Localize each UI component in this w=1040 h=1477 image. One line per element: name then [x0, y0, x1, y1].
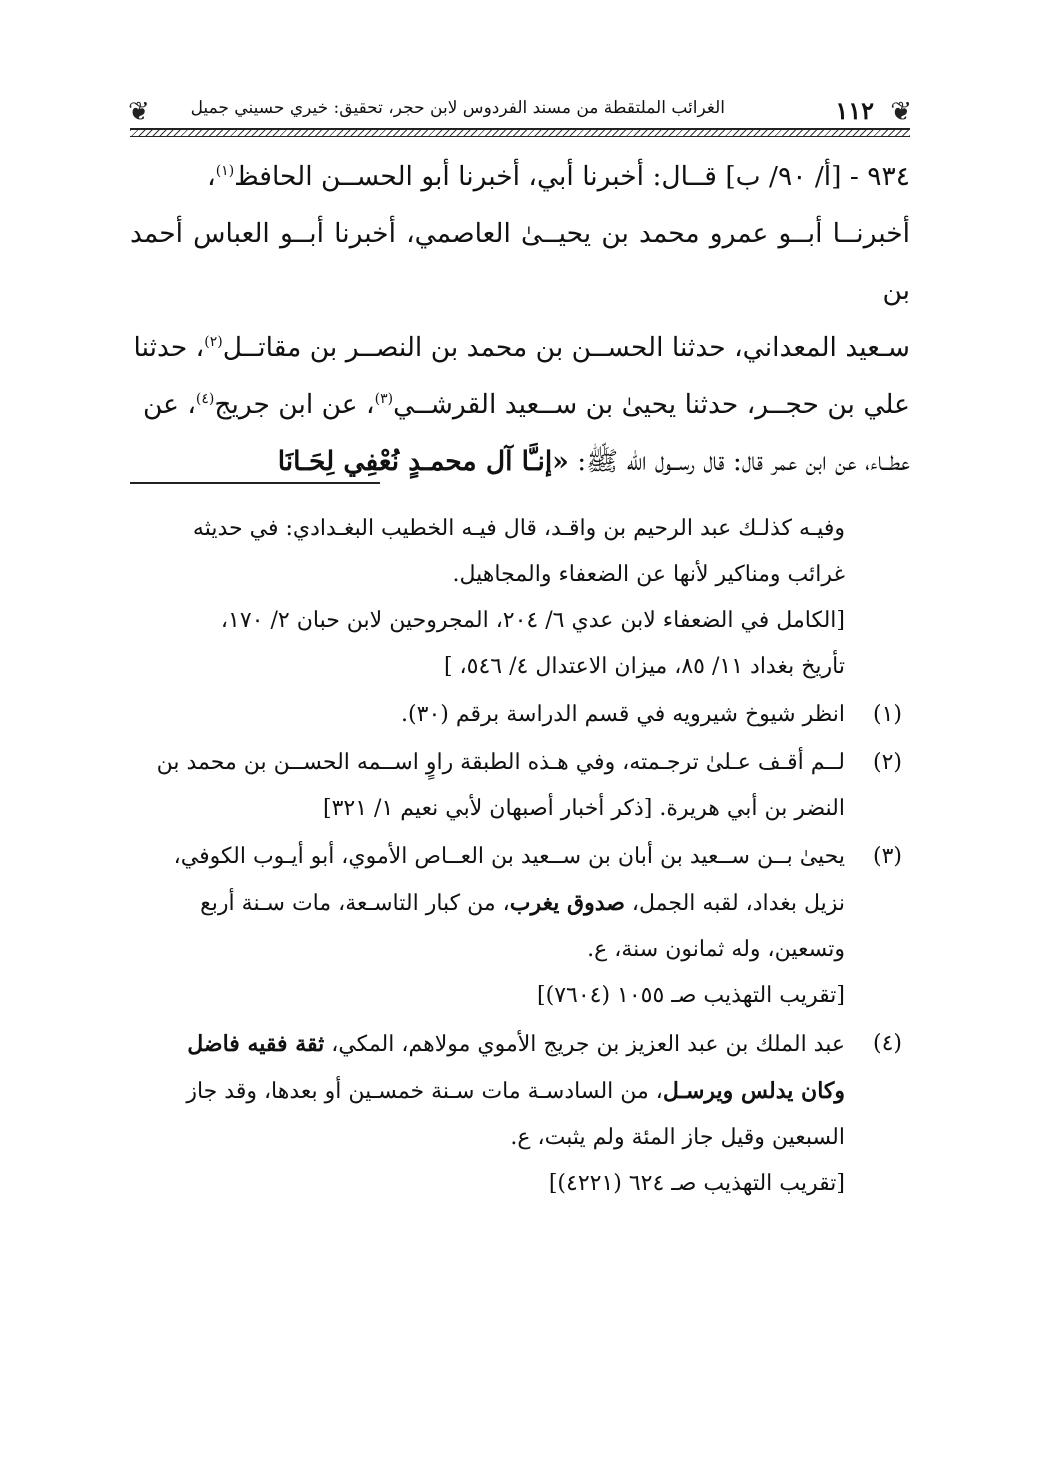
ornament-right-icon: ❦ [890, 97, 912, 127]
footnote-continuation-line: وفيـه كذلـك عبد الرحيم بن واقـد، قال فيـه الخطيب البغـدادي: في حديثه [192, 516, 845, 541]
footnote-3 [130, 834, 910, 1019]
main-line: عطــاء، عن ابن عمر قال: قال رســول الله ﷺ: «إنـَّا آل محمـدٍ نُعْفِي لِحَـانَا [277, 446, 910, 477]
footnote-ref[interactable]: (٢) [204, 334, 223, 351]
main-line: ٩٣٤ - [أ/ ٩٠/ ب] قــال: أخبرنا أبي، أخبرنا أبو الحســن الحافظ$^{(١)}$، [207, 161, 910, 192]
main-text [130, 148, 910, 490]
main-line: أخبرنــا أبــو عمرو محمد بن يحيــىٰ العاصمي، أخبرنا أبــو العباس أحمد بن [130, 218, 910, 306]
grade-text: ثقة فقيه فاضل [187, 1031, 325, 1057]
hadith-text: «إنـَّا آل محمـدٍ نُعْفِي لِحَـانَا [277, 446, 569, 477]
footnote-number: (٤) [872, 1031, 902, 1056]
footnote-separator [130, 482, 380, 484]
footnote-line: لــم أقـف عـلىٰ ترجـمته، وفي هـذه الطبقة راوٍ اســمه الحســن بن محمد بن [156, 750, 845, 775]
footnote-4 [130, 1021, 910, 1207]
main-line: علي بن حجــر، حدثنا يحيىٰ بن ســعيد القرشــي$^{(٣)}$، عن ابن جريج$^{(٤)}$، عن [142, 389, 910, 420]
footnote-continuation-line: غرائب ومناكير لأنها عن الضعفاء والمجاهيل. [452, 562, 845, 587]
page-number: ١١٢ [835, 96, 874, 125]
footnote-number: (١) [872, 702, 902, 727]
footnote-ref[interactable]: (٣) [374, 391, 394, 408]
footnote-line: النضر بن أبي هريرة. [ذكر أخبار أصبهان لأبي نعيم ١/ ٣٢١] [323, 796, 845, 821]
footnote-line: عبد الملك بن عبد العزيز بن جريج الأموي مولاهم، المكي، ثقة فقيه فاضل [187, 1031, 845, 1057]
footnote-line: نزيل بغداد، لقبه الجمل، صدوق يغرب، من كبار التاسـعة، مات سـنة أربع [200, 890, 845, 916]
footnote-citation: [تقريب التهذيب صـ ٦٢٤ (٤٢٢١)] [548, 1171, 845, 1196]
ornament-left-icon: ❦ [128, 97, 150, 127]
footnote-continuation-line: تأريخ بغداد ١١/ ٨٥، ميزان الاعتدال ٤/ ٥٤٦، ] [443, 654, 845, 679]
footnote-citation: [تقريب التهذيب صـ ١٠٥٥ (٧٦٠٤)] [537, 983, 845, 1008]
footnote-ref[interactable]: (١) [215, 163, 235, 180]
grade-text: وكان يدلس ويرسـل [662, 1078, 845, 1104]
footnote-line: يحيىٰ بــن ســعيد بن أبان بن ســعيد بن العــاص الأموي، أبو أيـوب الكوفي، [173, 844, 845, 869]
footnote-ref[interactable]: (٤) [195, 391, 215, 408]
footnote-continuation-line: [الكامل في الضعفاء لابن عدي ٦/ ٢٠٤، المجروحين لابن حبان ٢/ ١٧٠، [220, 608, 845, 633]
footnote-2 [130, 740, 910, 832]
footnote-number: (٣) [872, 844, 902, 869]
footnote-1 [130, 692, 910, 738]
running-title: الغرائب الملتقطة من مسند الفردوس لابن حجر، تحقيق: خيري حسيني جميل [190, 98, 725, 118]
grade-text: صدوق يغرب [509, 890, 625, 916]
footnotes [130, 506, 910, 1207]
footnote-line: وتسعين، وله ثمانون سنة، ع. [587, 937, 845, 962]
footnote-line: وكان يدلس ويرسـل، من السادسـة مات سـنة خمسـين أو بعدها، وقد جاز [186, 1078, 845, 1104]
header-rule [130, 128, 910, 137]
footnote-line: انظر شيوخ شيرويه في قسم الدراسة برقم (٣٠). [401, 702, 845, 727]
footnote-number: (٢) [872, 750, 902, 775]
footnote-line: السبعين وقيل جاز المئة ولم يثبت، ع. [510, 1125, 845, 1150]
running-header [130, 92, 910, 134]
main-line: سـعيد المعداني، حدثنا الحســن بن محمد بن النصــر بن مقاتــل$^{(٢)}$، حدثنا [133, 332, 910, 363]
